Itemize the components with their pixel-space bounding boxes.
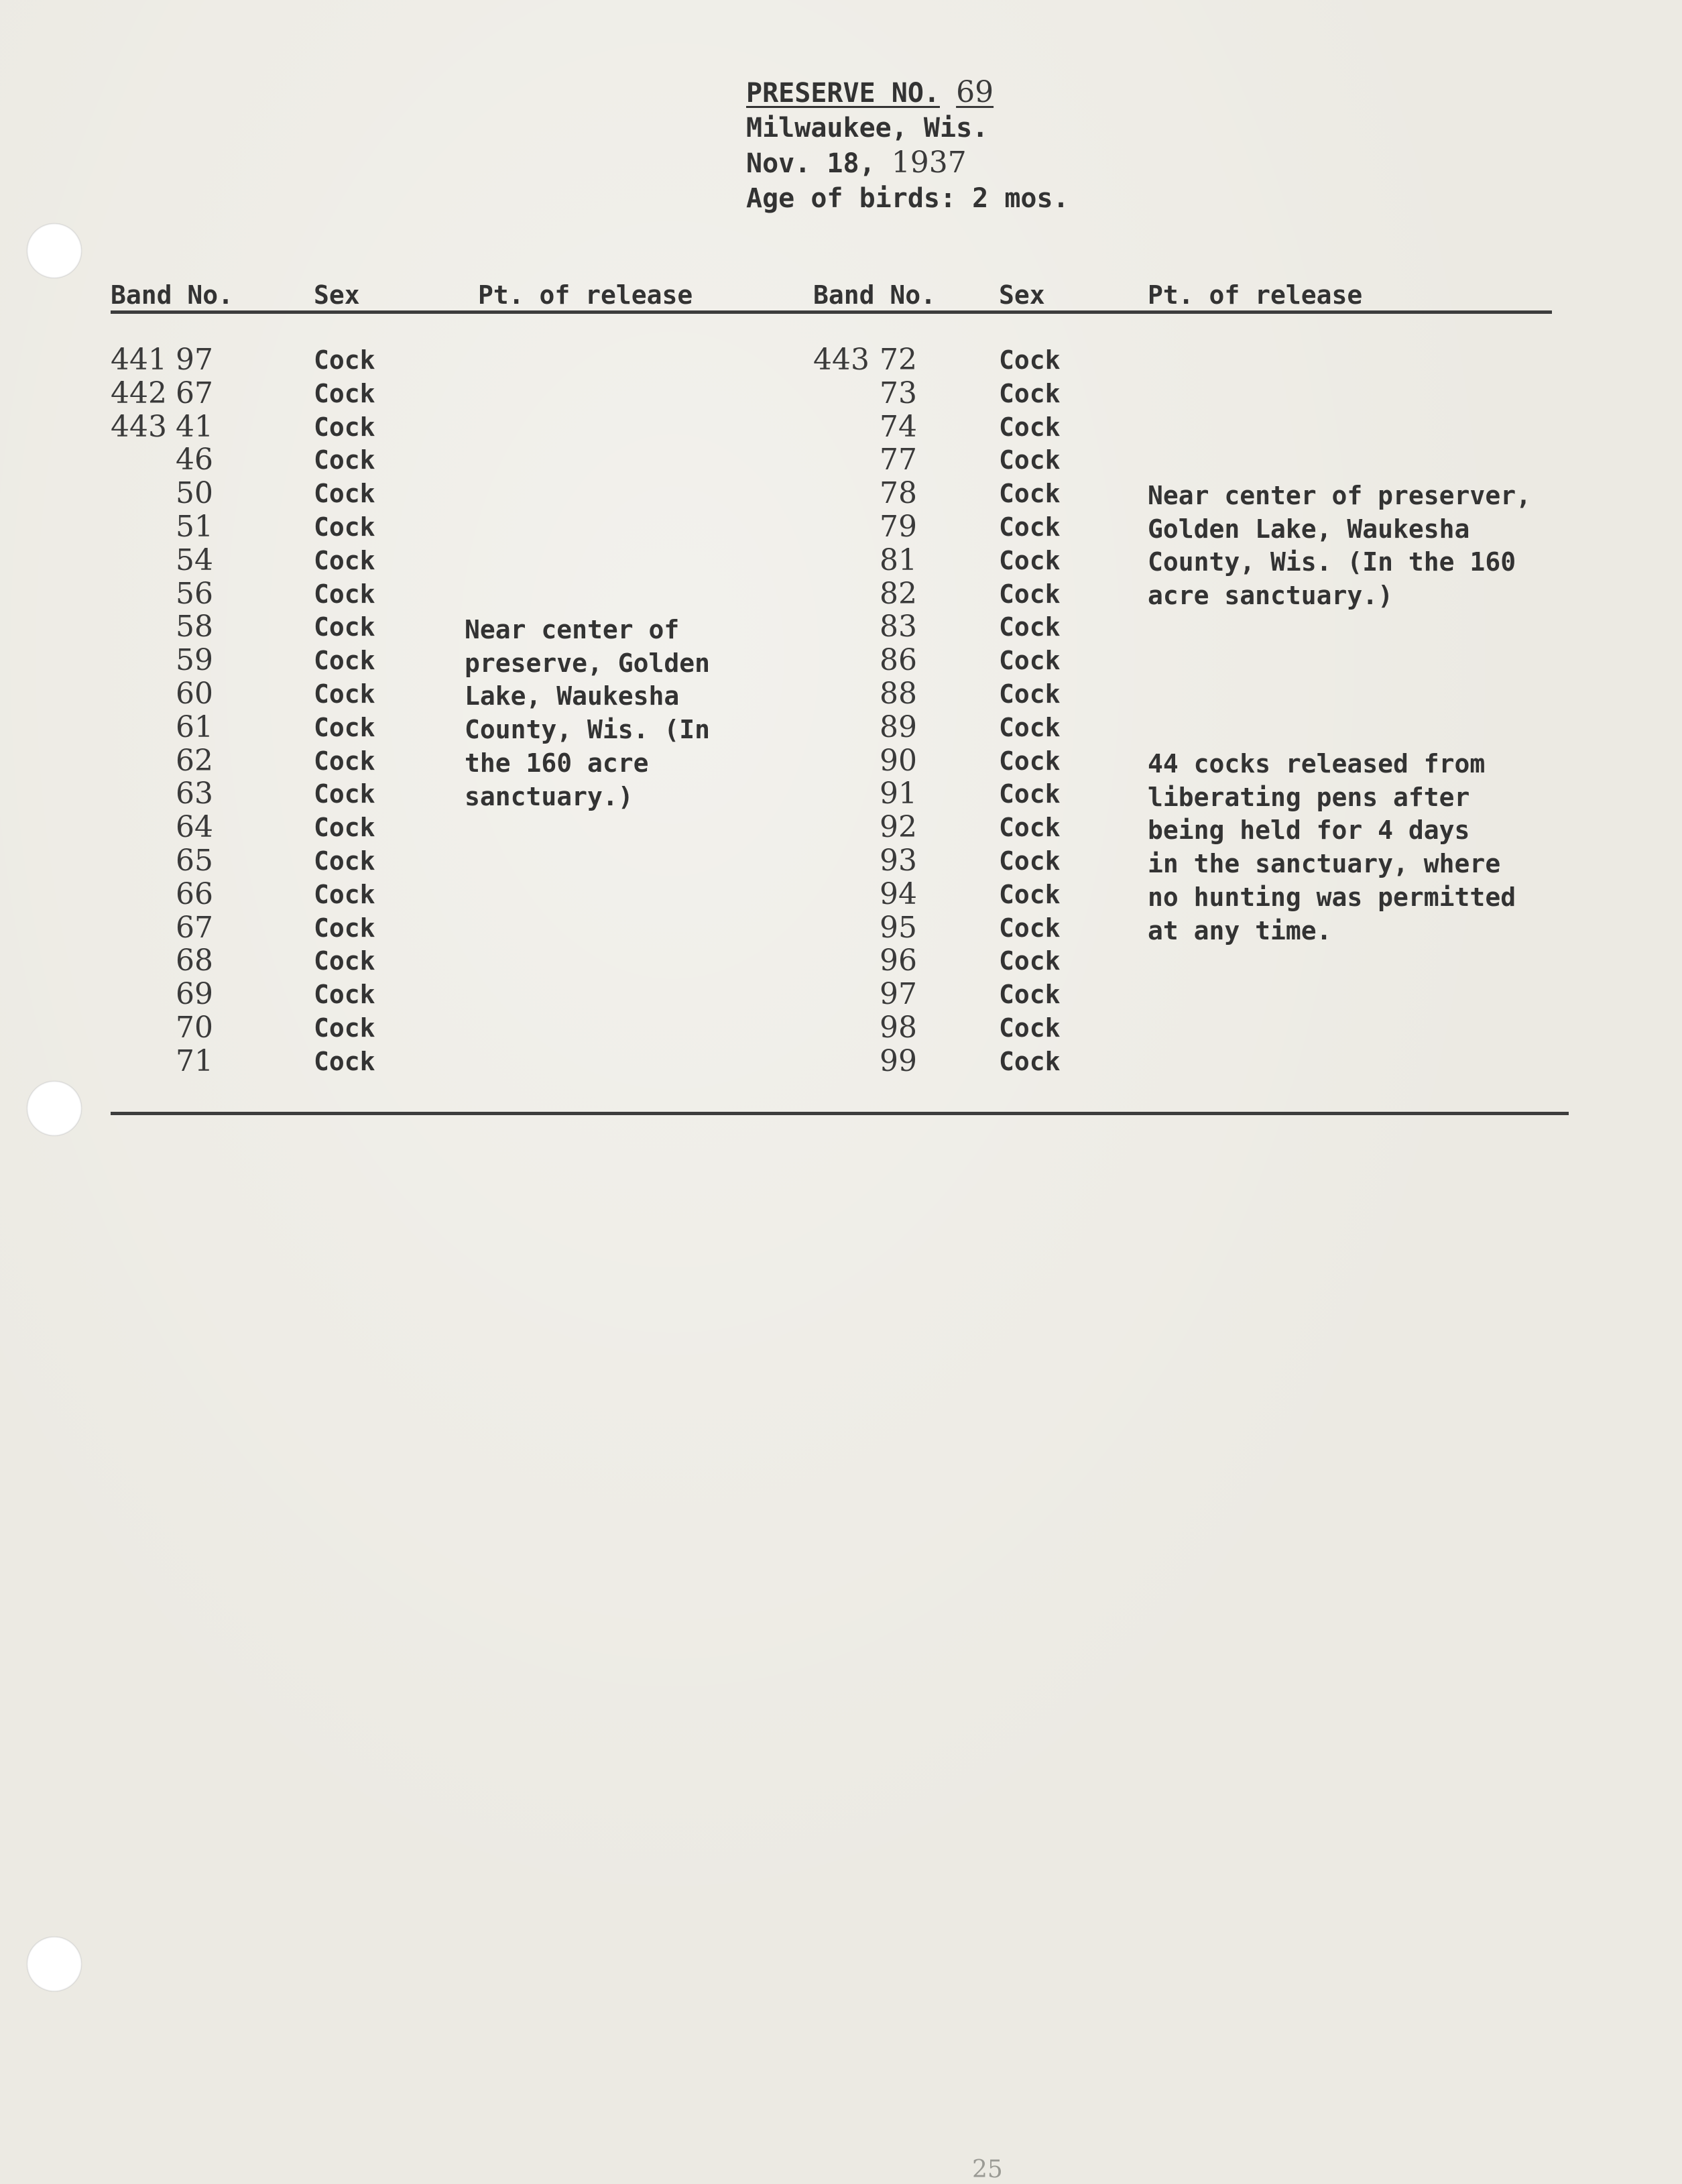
right-sex-cell: Cock — [999, 1013, 1061, 1043]
right-sex-cell: Cock — [999, 813, 1061, 843]
left-band-number: 62 — [176, 743, 213, 778]
left-band-number: 64 — [176, 810, 213, 845]
left-sex-cell: Cock — [314, 612, 375, 642]
right-sex-cell: Cock — [999, 846, 1061, 876]
left-sex-cell: Cock — [314, 545, 375, 575]
punch-hole-middle — [27, 1081, 82, 1136]
right-sex-cell: Cock — [999, 579, 1061, 609]
bottom-rule — [111, 1112, 1569, 1115]
left-sex-cell: Cock — [314, 946, 375, 976]
left-band-number: 50 — [176, 476, 213, 511]
right-band-number: 81 — [880, 542, 917, 577]
right-band-number: 96 — [880, 943, 917, 978]
left-band-number: 67 — [176, 910, 213, 945]
left-band-number: 60 — [176, 677, 213, 711]
preserve-title — [746, 75, 1069, 111]
right-band-number: 79 — [880, 510, 917, 544]
right-band-number: 93 — [880, 844, 917, 878]
right-sex-cell: Cock — [999, 879, 1061, 909]
right-band-number: 83 — [880, 610, 917, 644]
left-sex-cell: Cock — [314, 779, 375, 809]
left-band-number: 65 — [176, 844, 213, 878]
left-band-number: 58 — [176, 610, 213, 644]
punch-hole-top — [27, 223, 82, 278]
right-band-number: 74 — [880, 409, 917, 444]
right-sex-cell: Cock — [999, 779, 1061, 809]
footer-page-mark: 25 — [972, 2156, 1003, 2183]
left-sex-cell: Cock — [314, 1013, 375, 1043]
col-release-left: Pt. of release — [478, 280, 693, 310]
left-sex-cell: Cock — [314, 579, 375, 609]
left-band-number: 46 — [176, 443, 213, 477]
right-sex-cell: Cock — [999, 412, 1061, 442]
left-sex-cell: Cock — [314, 846, 375, 876]
right-sex-cell: Cock — [999, 612, 1061, 642]
left-band-number: 51 — [176, 510, 213, 544]
right-band-number: 88 — [880, 677, 917, 711]
right-sex-cell: Cock — [999, 746, 1061, 776]
left-sex-cell: Cock — [314, 712, 375, 742]
left-band-number: 69 — [176, 977, 213, 1012]
left-band-number: 63 — [176, 777, 213, 811]
col-release-right: Pt. of release — [1148, 280, 1363, 310]
right-band-number: 73 — [880, 376, 917, 410]
right-band-number: 98 — [880, 1011, 917, 1045]
right-sex-cell: Cock — [999, 646, 1061, 676]
age-of-birds: Age of birds: 2 mos. — [746, 183, 1069, 214]
left-band-number: 41 — [176, 409, 213, 444]
right-band-number: 92 — [880, 810, 917, 845]
right-band-number: 99 — [880, 1043, 917, 1078]
left-band-prefix: 441 — [111, 343, 167, 377]
left-sex-cell: Cock — [314, 345, 375, 375]
col-sex-right: Sex — [999, 280, 1045, 310]
date-line — [746, 146, 1069, 181]
right-sex-cell: Cock — [999, 712, 1061, 742]
right-band-number: 95 — [880, 910, 917, 945]
document-header — [746, 75, 1069, 216]
left-sex-cell: Cock — [314, 1046, 375, 1076]
left-band-number: 71 — [176, 1043, 213, 1078]
right-band-number: 90 — [880, 743, 917, 778]
right-sex-cell: Cock — [999, 545, 1061, 575]
left-band-prefix: 442 — [111, 376, 167, 410]
left-band-number: 54 — [176, 542, 213, 577]
left-band-number: 56 — [176, 576, 213, 611]
right-band-number: 91 — [880, 777, 917, 811]
right-sex-cell: Cock — [999, 679, 1061, 709]
right-band-number: 78 — [880, 476, 917, 511]
left-band-number: 68 — [176, 943, 213, 978]
left-sex-cell: Cock — [314, 412, 375, 442]
location: Milwaukee, Wis. — [746, 113, 989, 143]
right-sex-cell: Cock — [999, 378, 1061, 408]
left-sex-cell: Cock — [314, 980, 375, 1010]
right-band-prefix: 443 — [813, 343, 869, 377]
left-sex-cell: Cock — [314, 913, 375, 943]
right-release-note: Near center of preserver, Golden Lake, Waukesha County, Wis. (In the 160 acre sanctuary.) — [1148, 481, 1531, 611]
right-sex-cell: Cock — [999, 980, 1061, 1010]
right-band-number: 72 — [880, 343, 917, 377]
right-sex-cell: Cock — [999, 946, 1061, 976]
left-sex-cell: Cock — [314, 646, 375, 676]
left-release-note: Near center of preserve, Golden Lake, Waukesha County, Wis. (In the 160 acre sanctuary.) — [465, 615, 711, 811]
left-band-number: 66 — [176, 876, 213, 911]
right-sex-cell: Cock — [999, 913, 1061, 943]
col-band-no-left: Band No. — [111, 280, 234, 310]
punch-hole-bottom — [27, 1937, 82, 1992]
date-prefix: Nov. 18, — [746, 148, 892, 179]
left-band-prefix: 443 — [111, 409, 167, 444]
preserve-title-label: PRESERVE NO. — [746, 78, 940, 109]
right-sex-cell: Cock — [999, 512, 1061, 542]
right-band-number: 97 — [880, 977, 917, 1012]
left-band-number: 67 — [176, 376, 213, 410]
preserve-number: 69 — [956, 75, 994, 109]
left-sex-cell: Cock — [314, 512, 375, 542]
right-band-number: 82 — [880, 576, 917, 611]
right-band-number: 77 — [880, 443, 917, 477]
left-sex-cell: Cock — [314, 813, 375, 843]
right-band-number: 94 — [880, 876, 917, 911]
right-sex-cell: Cock — [999, 345, 1061, 375]
date-year: 1937 — [891, 146, 967, 180]
left-sex-cell: Cock — [314, 879, 375, 909]
left-sex-cell: Cock — [314, 746, 375, 776]
right-band-number: 86 — [880, 643, 917, 678]
right-sex-cell: Cock — [999, 479, 1061, 509]
left-sex-cell: Cock — [314, 479, 375, 509]
left-sex-cell: Cock — [314, 679, 375, 709]
left-sex-cell: Cock — [314, 445, 375, 475]
left-band-number: 59 — [176, 643, 213, 678]
col-sex-left: Sex — [314, 280, 360, 310]
left-sex-cell: Cock — [314, 378, 375, 408]
right-sex-cell: Cock — [999, 445, 1061, 475]
right-sex-cell: Cock — [999, 1046, 1061, 1076]
right-remark-note: 44 cocks released from liberating pens after being held for 4 days in the sanctuary, where no hunting was permitted at any time. — [1148, 749, 1516, 945]
left-band-number: 70 — [176, 1011, 213, 1045]
col-band-no-right: Band No. — [813, 280, 937, 310]
header-rule — [111, 310, 1552, 314]
left-band-number: 61 — [176, 709, 213, 744]
right-band-number: 89 — [880, 709, 917, 744]
left-band-number: 97 — [176, 343, 213, 377]
